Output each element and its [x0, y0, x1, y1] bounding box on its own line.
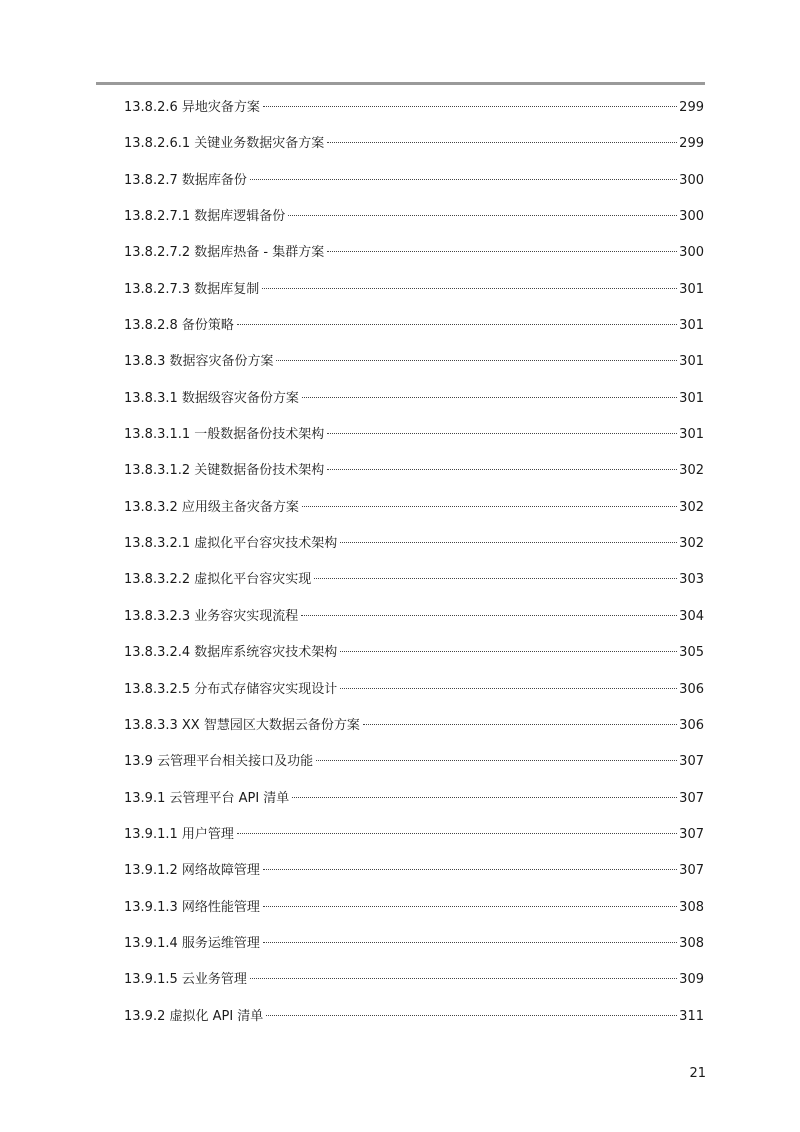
toc-entry[interactable]: [124, 387, 704, 423]
toc-entry-title: 13.8.3.1.2 关键数据备份技术架构: [124, 463, 325, 479]
toc-dot-leader: [263, 906, 677, 907]
toc-entry-page: 304: [679, 608, 704, 624]
toc-dot-leader: [340, 542, 677, 543]
toc-dot-leader: [327, 142, 677, 143]
toc-entry[interactable]: [124, 787, 704, 823]
toc-dot-leader: [263, 942, 677, 943]
toc-entry-title: 13.8.3.1 数据级容灾备份方案: [124, 390, 299, 406]
toc-entry-title: 13.9 云管理平台相关接口及功能: [124, 754, 314, 770]
toc-dot-leader: [266, 1015, 677, 1016]
toc-entry[interactable]: [124, 605, 704, 641]
toc-entry[interactable]: [124, 678, 704, 714]
toc-entry-title: 13.9.2 虚拟化 API 清单: [124, 1008, 264, 1024]
toc-dot-leader: [301, 615, 677, 616]
toc-entry[interactable]: [124, 714, 704, 750]
toc-dot-leader: [237, 324, 677, 325]
toc-entry-title: 13.8.3.3 XX 智慧园区大数据云备份方案: [124, 717, 360, 733]
toc-entry-title: 13.9.1.1 用户管理: [124, 826, 234, 842]
toc-entry[interactable]: [124, 496, 704, 532]
toc-entry-title: 13.8.2.7.2 数据库热备 - 集群方案: [124, 245, 325, 261]
toc-dot-leader: [327, 433, 677, 434]
toc-entry-title: 13.9.1.3 网络性能管理: [124, 899, 260, 915]
toc-entry-page: 301: [679, 354, 704, 370]
toc-entry-title: 13.8.3 数据容灾备份方案: [124, 354, 274, 370]
toc-entry[interactable]: [124, 568, 704, 604]
toc-entry-title: 13.8.3.2.3 业务容灾实现流程: [124, 608, 299, 624]
toc-entry-title: 13.8.2.8 备份策略: [124, 318, 234, 334]
toc-dot-leader: [263, 106, 677, 107]
toc-entry-title: 13.9.1.4 服务运维管理: [124, 935, 260, 951]
toc-entry-page: 307: [679, 790, 704, 806]
toc-entry-title: 13.8.3.1.1 一般数据备份技术架构: [124, 427, 325, 443]
toc-entry-title: 13.9.1 云管理平台 API 清单: [124, 790, 290, 806]
toc-entry[interactable]: [124, 278, 704, 314]
toc-entry-page: 301: [679, 318, 704, 334]
toc-dot-leader: [340, 688, 677, 689]
toc-entry[interactable]: [124, 241, 704, 277]
table-of-contents: [124, 96, 704, 1041]
toc-dot-leader: [340, 651, 677, 652]
toc-entry-title: 13.8.3.2.2 虚拟化平台容灾实现: [124, 572, 312, 588]
toc-entry-title: 13.8.3.2.5 分布式存储容灾实现设计: [124, 681, 338, 697]
toc-entry-title: 13.8.2.7.1 数据库逻辑备份: [124, 209, 286, 225]
toc-entry-title: 13.8.2.6.1 关键业务数据灾备方案: [124, 136, 325, 152]
toc-entry-page: 301: [679, 427, 704, 443]
toc-entry-page: 300: [679, 172, 704, 188]
toc-entry-title: 13.8.2.6 异地灾备方案: [124, 100, 260, 115]
toc-entry-page: 308: [679, 935, 704, 951]
toc-entry-page: 306: [679, 717, 704, 733]
toc-entry-page: 308: [679, 899, 704, 915]
toc-dot-leader: [292, 797, 677, 798]
toc-entry[interactable]: [124, 169, 704, 205]
toc-entry[interactable]: [124, 1005, 704, 1041]
toc-entry-page: 302: [679, 536, 704, 552]
toc-entry[interactable]: [124, 532, 704, 568]
toc-entry-title: 13.8.3.2.4 数据库系统容灾技术架构: [124, 645, 338, 661]
toc-entry-page: 302: [679, 499, 704, 515]
toc-dot-leader: [363, 724, 677, 725]
toc-entry[interactable]: [124, 859, 704, 895]
toc-entry[interactable]: [124, 132, 704, 168]
toc-dot-leader: [250, 179, 677, 180]
toc-entry-page: 302: [679, 463, 704, 479]
toc-entry-title: 13.9.1.2 网络故障管理: [124, 863, 260, 879]
toc-dot-leader: [262, 288, 677, 289]
toc-entry[interactable]: [124, 823, 704, 859]
toc-entry-page: 301: [679, 281, 704, 297]
toc-entry[interactable]: [124, 350, 704, 386]
toc-dot-leader: [302, 506, 677, 507]
toc-dot-leader: [314, 578, 677, 579]
toc-entry-page: 305: [679, 645, 704, 661]
toc-entry[interactable]: [124, 968, 704, 1004]
toc-dot-leader: [288, 215, 677, 216]
toc-entry-page: 307: [679, 863, 704, 879]
toc-entry-title: 13.8.2.7.3 数据库复制: [124, 281, 260, 297]
toc-dot-leader: [237, 833, 677, 834]
toc-dot-leader: [316, 760, 677, 761]
toc-entry-page: 300: [679, 245, 704, 261]
toc-entry-title: 13.9.1.5 云业务管理: [124, 972, 247, 988]
toc-entry[interactable]: [124, 96, 704, 132]
toc-entry-page: 309: [679, 972, 704, 988]
page-number: 21: [689, 1066, 706, 1081]
toc-entry-title: 13.8.2.7 数据库备份: [124, 172, 247, 188]
toc-entry-page: 303: [679, 572, 704, 588]
header-rule: [96, 82, 705, 85]
toc-dot-leader: [250, 978, 677, 979]
toc-entry-page: 307: [679, 826, 704, 842]
toc-dot-leader: [327, 469, 677, 470]
toc-entry[interactable]: [124, 750, 704, 786]
toc-entry-page: 306: [679, 681, 704, 697]
toc-dot-leader: [263, 869, 677, 870]
toc-entry[interactable]: [124, 314, 704, 350]
toc-entry-page: 301: [679, 390, 704, 406]
toc-entry[interactable]: [124, 205, 704, 241]
toc-entry-page: 300: [679, 209, 704, 225]
toc-entry-title: 13.8.3.2 应用级主备灾备方案: [124, 499, 299, 515]
toc-dot-leader: [302, 397, 677, 398]
toc-entry[interactable]: [124, 423, 704, 459]
toc-entry-page: 299: [679, 136, 704, 152]
toc-dot-leader: [276, 360, 677, 361]
toc-entry-page: 311: [679, 1008, 704, 1024]
toc-entry-title: 13.8.3.2.1 虚拟化平台容灾技术架构: [124, 536, 338, 552]
toc-entry-page: 307: [679, 754, 704, 770]
toc-entry[interactable]: [124, 641, 704, 677]
toc-entry[interactable]: [124, 459, 704, 495]
toc-entry[interactable]: [124, 896, 704, 932]
toc-entry-page: 299: [679, 100, 704, 115]
toc-dot-leader: [327, 251, 677, 252]
toc-entry[interactable]: [124, 932, 704, 968]
